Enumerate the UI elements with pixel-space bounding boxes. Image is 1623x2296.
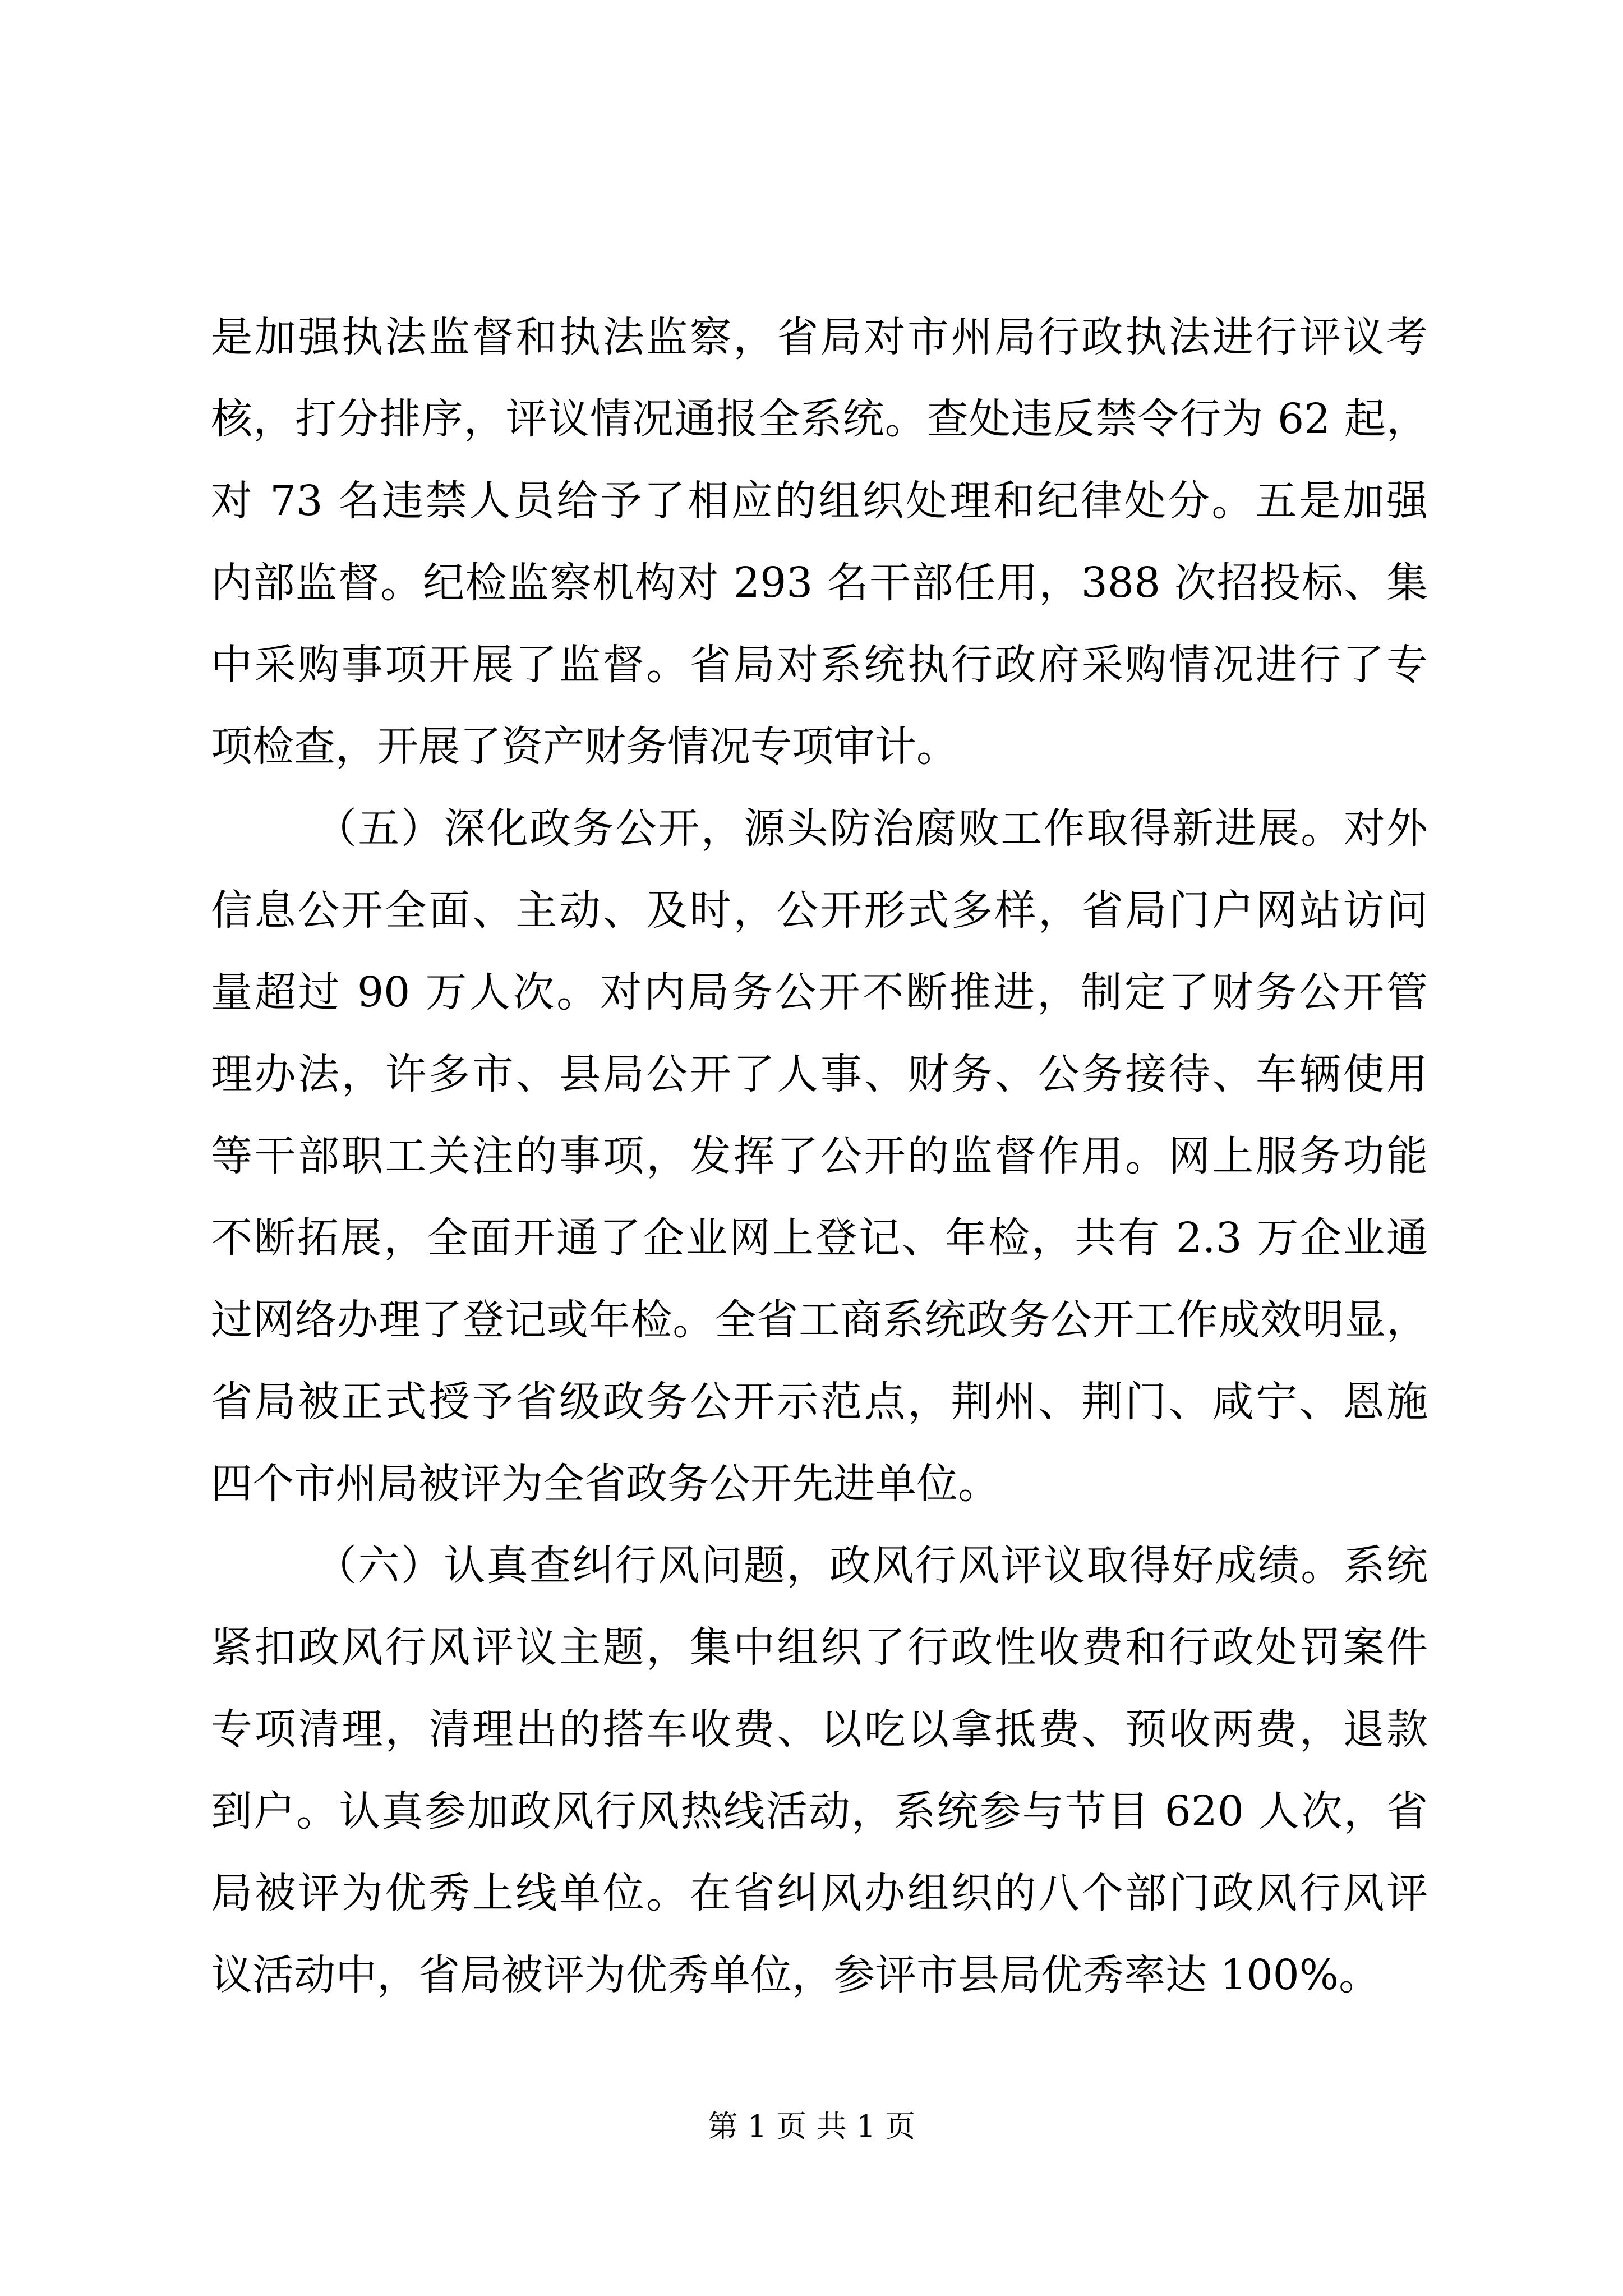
text-line: （六）认真查纠行风问题，政风行风评议取得好成绩。系统 [315,1542,1428,1590]
text-line: 核，打分排序，评议情况通报全系统。查处违反禁令行为 62 起， [211,395,1428,443]
page-footer: 第 1 页 共 1 页 [707,2109,916,2144]
text-line: 专项清理，清理出的搭车收费、以吃以拿抵费、预收两费，退款 [211,1705,1428,1754]
text-line: 中采购事项开展了监督。省局对系统执行政府采购情况进行了专 [211,641,1428,689]
text-line: 四个市州局被评为全省政务公开先进单位。 [211,1460,999,1508]
text-line: 内部监督。纪检监察机构对 293 名干部任用，388 次招投标、集 [211,559,1428,607]
text-line: 不断拓展，全面开通了企业网上登记、年检，共有 2.3 万企业通 [211,1214,1428,1262]
paragraph-p2 [211,788,1428,1525]
paragraph-p1 [211,296,1428,788]
text-line: 省局被正式授予省级政务公开示范点，荆州、荆门、咸宁、恩施 [211,1378,1428,1426]
text-line: （五）深化政务公开，源头防治腐败工作取得新进展。对外 [315,804,1428,853]
text-line: 到户。认真参加政风行风热线活动，系统参与节目 620 人次，省 [211,1787,1428,1835]
text-line: 议活动中，省局被评为优秀单位，参评市县局优秀率达 100%。 [211,1951,1381,1999]
text-line: 理办法，许多市、县局公开了人事、财务、公务接待、车辆使用 [211,1050,1428,1098]
text-line: 信息公开全面、主动、及时，公开形式多样，省局门户网站访问 [211,886,1428,935]
text-line: 等干部职工关注的事项，发挥了公开的监督作用。网上服务功能 [211,1132,1428,1180]
document-body [211,296,1428,2016]
text-line: 量超过 90 万人次。对内局务公开不断推进，制定了财务公开管 [211,968,1428,1016]
text-line: 局被评为优秀上线单位。在省纠风办组织的八个部门政风行风评 [211,1869,1428,1917]
text-line: 项检查，开展了资产财务情况专项审计。 [211,723,958,771]
text-line: 是加强执法监督和执法监察，省局对市州局行政执法进行评议考 [211,313,1428,361]
text-line: 过网络办理了登记或年检。全省工商系统政务公开工作成效明显， [211,1296,1428,1344]
paragraph-p3 [211,1525,1428,2016]
text-line: 对 73 名违禁人员给予了相应的组织处理和纪律处分。五是加强 [211,477,1428,525]
text-line: 紧扣政风行风评议主题，集中组织了行政性收费和行政处罚案件 [211,1623,1428,1672]
